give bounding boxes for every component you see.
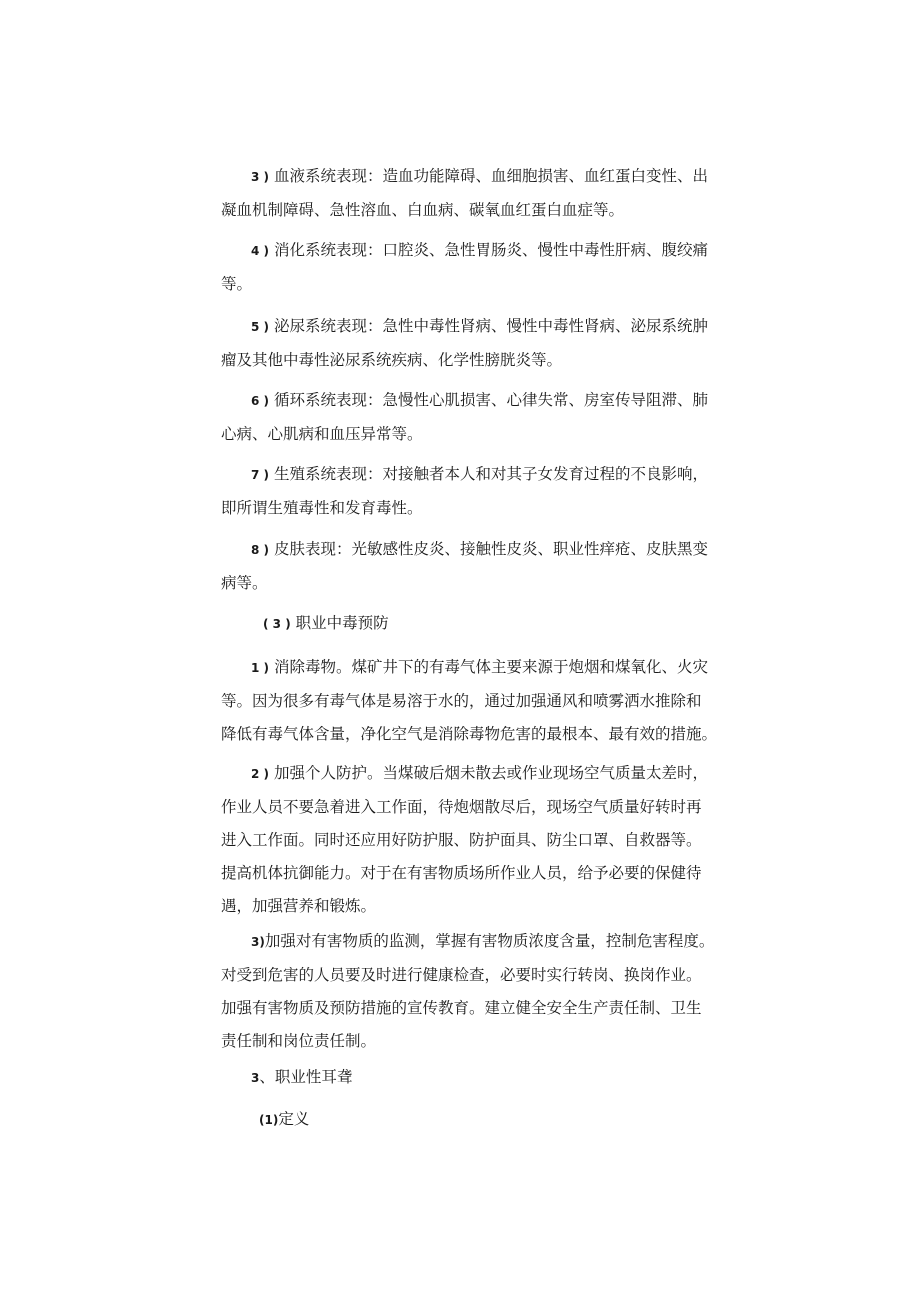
line-text: 等。: [221, 275, 253, 293]
item-number: (1): [259, 1113, 279, 1127]
item-number: 6 ): [251, 394, 270, 408]
item-number: 4 ): [251, 244, 270, 258]
line-text: 泌尿系统表现：急性中毒性肾病、慢性中毒性肾病、泌尿系统肿: [273, 317, 708, 335]
line-text: 等。因为很多有毒气体是易溶于水的，通过加强通风和喷雾洒水推除和: [221, 692, 702, 710]
paragraph-circulatory-system: [221, 384, 706, 451]
line-text: 对受到危害的人员要及时进行健康检查，必要时实行转岗、换岗作业。: [221, 966, 702, 984]
line-text: 遇，加强营养和锻炼。: [221, 897, 377, 915]
paragraph-digestive-system: [221, 234, 706, 301]
item-number: 5 ): [251, 320, 270, 334]
item-number: 7 ): [251, 468, 270, 482]
line-text: 加强个人防护。当煤破后烟未散去或作业现场空气质量太差时，: [273, 764, 708, 782]
line-text: 消化系统表现：口腔炎、急性胃肠炎、慢性中毒性肝病、腹绞痛: [273, 241, 708, 259]
line-text: 凝血机制障碍、急性溶血、白血病、碳氧血红蛋白血症等。: [221, 201, 625, 219]
item-number: ( 3 ): [263, 617, 291, 631]
paragraph-personal-protection: [221, 757, 706, 923]
item-number: 3): [251, 935, 265, 949]
line-text: 瘤及其他中毒性泌尿系统疾病、化学性膀胱炎等。: [221, 351, 563, 369]
line-text: 血液系统表现：造血功能障碍、血细胞损害、血红蛋白变性、出: [273, 167, 708, 185]
line-text: 责任制和岗位责任制。: [221, 1032, 377, 1050]
section-heading-occupational-deafness: [221, 1061, 706, 1095]
subheading-definition: [221, 1103, 706, 1137]
paragraph-urinary-system: [221, 310, 706, 377]
item-number: 8 ): [251, 543, 270, 557]
line-text: 作业人员不要急着进入工作面，待炮烟散尽后，现场空气质量好转时再: [221, 798, 702, 816]
line-text: 加强有害物质及预防措施的宣传教育。建立健全安全生产责任制、卫生: [221, 999, 702, 1017]
line-text: 加强对有害物质的监测，掌握有害物质浓度含量，控制危害程度。: [264, 932, 715, 950]
item-number: 2 ): [251, 767, 270, 781]
section-heading-prevention: [221, 607, 706, 641]
paragraph-skin: [221, 533, 706, 600]
item-number: 3 ): [251, 170, 270, 184]
line-text: 消除毒物。煤矿井下的有毒气体主要来源于炮烟和煤氧化、火灾: [273, 658, 708, 676]
heading-text: 职业中毒预防: [295, 614, 389, 632]
line-text: 心病、心肌病和血压异常等。: [221, 425, 423, 443]
line-text: 循环系统表现：急慢性心肌损害、心律失常、房室传导阻滞、肺: [273, 391, 708, 409]
line-text: 降低有毒气体含量，净化空气是消除毒物危害的最根本、最有效的措施。: [221, 725, 718, 743]
paragraph-reproductive-system: [221, 458, 706, 525]
heading-text: 定义: [278, 1110, 310, 1128]
line-text: 病等。: [221, 574, 268, 592]
line-text: 即所谓生殖毒性和发育毒性。: [221, 499, 423, 517]
line-text: 进入工作面。同时还应用好防护服、防护面具、防尘口罩、自救器等。: [221, 831, 702, 849]
line-text: 提高机体抗御能力。对于在有害物质场所作业人员，给予必要的保健待: [221, 864, 702, 882]
item-number: 1 ): [251, 661, 270, 675]
heading-text: 、职业性耳聋: [259, 1068, 353, 1086]
line-text: 生殖系统表现：对接触者本人和对其子女发育过程的不良影响，: [273, 465, 708, 483]
paragraph-monitoring: [221, 925, 715, 1058]
paragraph-eliminate-toxins: [221, 651, 718, 751]
item-number: 3: [251, 1071, 260, 1085]
paragraph-blood-system: [221, 160, 706, 227]
line-text: 皮肤表现：光敏感性皮炎、接触性皮炎、职业性痒疮、皮肤黑变: [273, 540, 708, 558]
